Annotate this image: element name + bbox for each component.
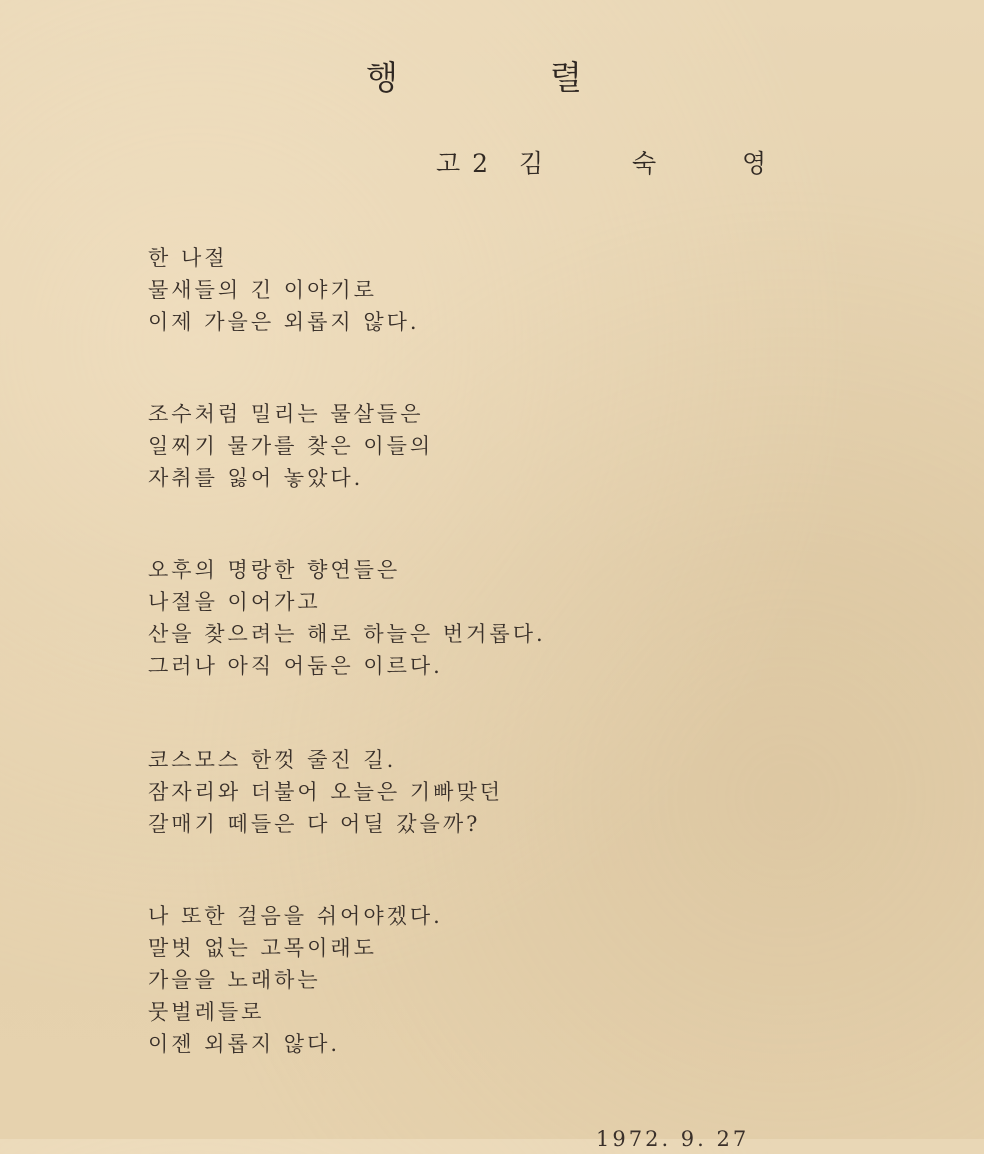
title-char-2: 렬: [550, 58, 582, 97]
stanza-4: [148, 744, 708, 840]
author-name-char-3: 영: [742, 149, 767, 178]
poem-line: 조수처럼 밀리는 물살들은: [148, 402, 424, 426]
poem-line: 코스모스 한껏 줄진 길.: [148, 748, 397, 772]
stanza-5: [148, 900, 708, 1060]
poem-body: [148, 242, 708, 1120]
poem-line: 나절을 이어가고: [148, 590, 321, 614]
poem-line: 산을 찾으려는 해로 하늘은 번거롭다.: [148, 622, 546, 646]
poem-line: 자취를 잃어 놓았다.: [148, 466, 364, 490]
poem-line: 물새들의 긴 이야기로: [148, 278, 377, 302]
stanza-1: [148, 242, 708, 338]
author-name-char-1: 김: [519, 149, 544, 178]
stanza-3: [148, 554, 708, 682]
poem-line: 갈매기 떼들은 다 어딜 갔을까?: [148, 812, 481, 836]
author-byline: [436, 142, 816, 186]
stanza-2: [148, 398, 708, 494]
poem-line: 이젠 외롭지 않다.: [148, 1032, 341, 1056]
poem-line: 가을을 노래하는: [148, 968, 321, 992]
poem-line: 잠자리와 더불어 오늘은 기빠맞던: [148, 780, 504, 804]
poem-line: 오후의 명랑한 향연들은: [148, 558, 401, 582]
poem-line: 한 나절: [148, 246, 228, 270]
poem-title: [360, 50, 600, 106]
title-char-1: 행: [366, 58, 398, 97]
poem-line: 나 또한 걸음을 쉬어야겠다.: [148, 904, 443, 928]
poem-line: 말벗 없는 고목이래도: [148, 936, 377, 960]
poem-date: 1972. 9. 27: [596, 1127, 750, 1151]
poem-line: 뭇벌레들로: [148, 1000, 265, 1024]
author-grade: 고2: [436, 149, 501, 178]
poem-line: 그러나 아직 어둠은 이르다.: [148, 654, 443, 678]
poem-line: 이제 가을은 외롭지 않다.: [148, 310, 420, 334]
author-name-char-2: 숙: [632, 149, 657, 178]
poem-line: 일찌기 물가를 찾은 이들의: [148, 434, 434, 458]
